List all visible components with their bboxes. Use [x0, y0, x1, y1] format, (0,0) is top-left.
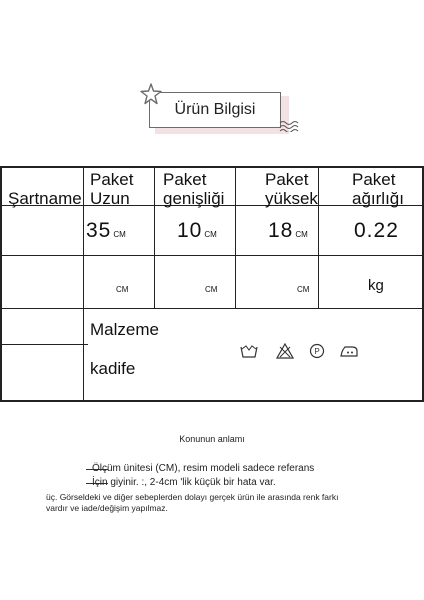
note-line-4: vardır ve iade/değişim yapılmaz.	[46, 503, 168, 513]
value-height: 18 CM	[268, 219, 308, 242]
row-border	[0, 308, 424, 309]
unit-length: CM	[116, 285, 129, 294]
value-weight: 0.22	[354, 219, 399, 242]
col-header-height: Paket yüksek	[265, 170, 318, 208]
note-line-1: Ölçüm ünitesi (CM), resim modeli sadece referans	[92, 463, 315, 474]
row-border	[0, 255, 424, 256]
unit-width: CM	[205, 285, 218, 294]
wave-icon	[279, 120, 299, 132]
col-border	[422, 166, 424, 402]
star-icon	[139, 82, 163, 106]
row-border	[0, 400, 424, 402]
product-info-header	[143, 84, 293, 142]
unit-weight: kg	[368, 277, 384, 294]
note-line-3: üç. Görseldeki ve diğer sebeplerden dolayı gerçek ürün ile arasında renk farkı	[46, 492, 339, 502]
row-border	[0, 166, 424, 168]
iron-icon	[340, 343, 358, 359]
col-header-length: Paket Uzun	[90, 170, 134, 208]
svg-text:P: P	[314, 347, 320, 356]
notes-title: Konunun anlamı	[179, 434, 245, 444]
spec-row-label: Şartname	[8, 189, 82, 208]
header-title: Ürün Bilgisi	[149, 92, 281, 128]
unit-height: CM	[297, 285, 310, 294]
material-label: Malzeme	[90, 320, 159, 339]
no-bleach-icon	[276, 343, 294, 359]
dry-clean-icon	[308, 343, 326, 359]
col-border	[154, 166, 155, 309]
row-border	[0, 344, 88, 345]
col-border	[0, 166, 2, 402]
col-header-width: Paket genişliği	[163, 170, 225, 208]
material-value: kadife	[90, 359, 136, 378]
note-line-2: İçin giyinir. :, 2-4cm 'lik küçük bir hata var.	[92, 477, 276, 488]
wash-tub-icon	[240, 343, 258, 359]
value-width: 10 CM	[177, 219, 217, 242]
col-header-weight: Paket ağırlığı	[352, 170, 404, 208]
col-border	[235, 166, 236, 309]
col-border	[83, 166, 84, 402]
value-length: 35 CM	[86, 219, 126, 242]
